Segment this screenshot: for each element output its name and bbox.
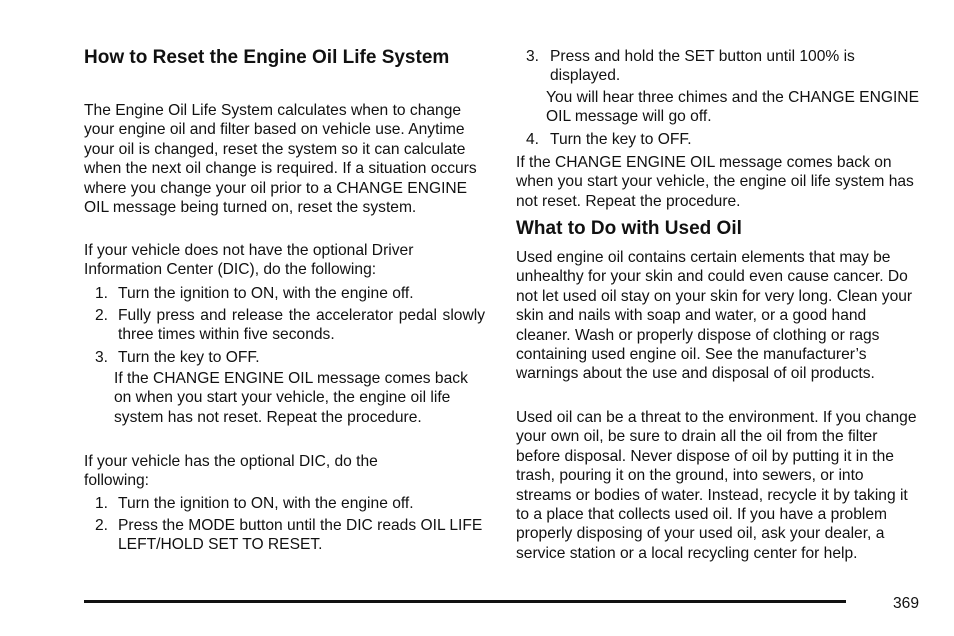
step-number: 4. <box>526 131 540 148</box>
intro-paragraph: The Engine Oil Life System calculates when to change your engine oil and filter based on vehicle use. Anytime your oil is changed, reset the system so it can calculate when the next oil change is required. If a situation occurs where you change your oil prior to a CHANGE ENGINE OIL message being turned on, reset the system. <box>84 102 477 217</box>
step-text: Turn the key to OFF. <box>118 349 260 366</box>
step-text: Press and hold the SET button until 100% is displayed. <box>550 48 855 85</box>
step-number: 1. <box>95 285 109 302</box>
dic-step-2 <box>95 516 485 555</box>
step-text: Fully press and release the accelerator pedal slowly three times within five seconds. <box>118 307 485 344</box>
dic-step-3 <box>526 47 918 86</box>
step-text: Turn the ignition to ON, with the engine off. <box>118 495 414 512</box>
step-number: 2. <box>95 517 109 534</box>
section-heading-used-oil: What to Do with Used Oil <box>516 218 742 239</box>
no-dic-step-3 <box>95 348 485 367</box>
used-oil-paragraph-1: Used engine oil contains certain elements that may be unhealthy for your skin and could even cause cancer. Do not let used oil stay on your skin for very long. Clean your skin and nails with soap and water, or a good hand cleaner. Wash or properly dispose of clothing or rags containing used engine oil. See the manufacturer’s warnings about the use and disposal of oil products. <box>516 249 913 383</box>
step-3-note: You will hear three chimes and the CHANGE ENGINE OIL message will go off. <box>546 89 919 126</box>
dic-step-4 <box>526 130 918 149</box>
no-dic-reset-note: If the CHANGE ENGINE OIL message comes back on when you start your vehicle, the engine oil life system has not reset. Repeat the procedure. <box>114 370 468 426</box>
step-number: 3. <box>95 349 109 366</box>
step-number: 3. <box>526 48 540 65</box>
step-text: Press the MODE button until the DIC reads OIL LIFE LEFT/HOLD SET TO RESET. <box>118 517 483 554</box>
step-text: Turn the key to OFF. <box>550 131 692 148</box>
no-dic-step-1 <box>95 284 485 303</box>
dic-step-1 <box>95 494 485 513</box>
step-number: 2. <box>95 307 109 324</box>
no-dic-step-2 <box>95 306 485 345</box>
dic-intro: If your vehicle has the optional DIC, do the following: <box>84 453 378 490</box>
dic-reset-note: If the CHANGE ENGINE OIL message comes back on when you start your vehicle, the engine oil life system has not reset. Repeat the procedure. <box>516 154 914 210</box>
step-text: Turn the ignition to ON, with the engine off. <box>118 285 414 302</box>
no-dic-intro: If your vehicle does not have the optional Driver Information Center (DIC), do the following: <box>84 242 414 279</box>
footer-rule <box>84 600 846 603</box>
used-oil-paragraph-2: Used oil can be a threat to the environment. If you change your own oil, be sure to drain all the oil from the filter before disposal. Never dispose of oil by putting it in the trash, pouring it on the ground, into sewers, or into streams or bodies of water. Instead, recycle it by taking it to a place that collects used oil. If you have a problem properly disposing of your used oil, ask your dealer, a service station or a local recycling center for help. <box>516 409 917 562</box>
step-number: 1. <box>95 495 109 512</box>
section-heading-reset-oil-life: How to Reset the Engine Oil Life System <box>84 47 450 68</box>
page-number: 369 <box>892 595 919 612</box>
